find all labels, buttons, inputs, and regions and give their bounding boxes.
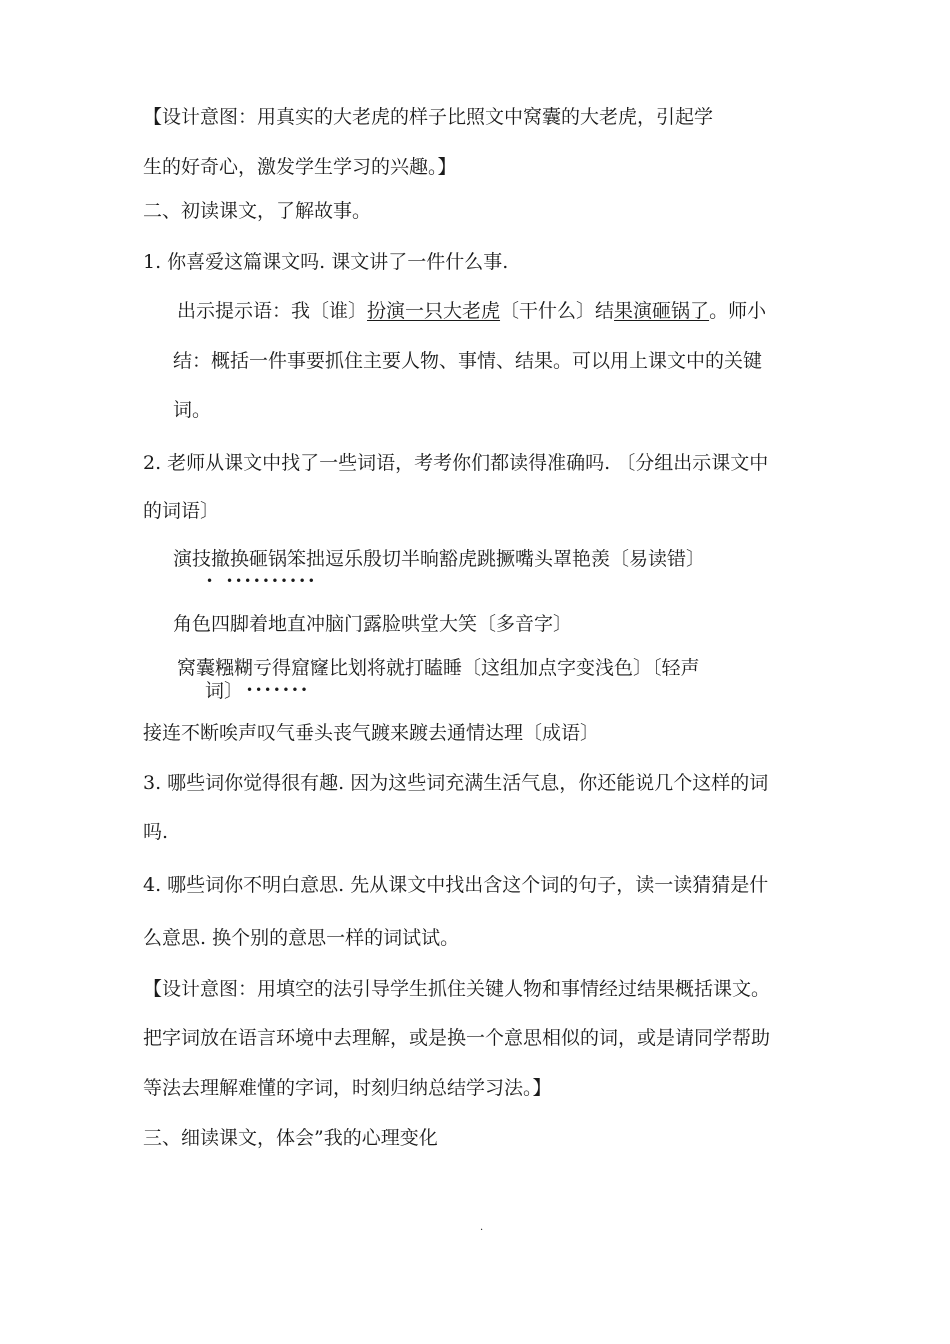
design-intent-2-line-1: 【设计意图：用填空的法引导学生抓住关键人物和事情经过结果概括课文。 bbox=[143, 978, 771, 1000]
design-intent-line-2: 生的好奇心，激发学生学习的兴趣。】 bbox=[143, 156, 457, 178]
summary-line-1: 结：概括一件事要抓住主要人物、事情、结果。可以用上课文中的关键 bbox=[173, 350, 763, 372]
prompt-text-2: 〔干什么〕结 bbox=[500, 300, 615, 322]
question-2-line-1: 2. 老师从课文中找了一些词语，考考你们都读得准确吗. 〔分组出示课文中 bbox=[143, 452, 769, 474]
word-group-idioms: 接连不断唉声叹气垂头丧气踱来踱去通情达理〔成语〕 bbox=[143, 722, 600, 744]
prompt-text-1: 出示提示语：我〔谁〕 bbox=[177, 300, 368, 322]
question-4-line-1: 4. 哪些词你不明白意思. 先从课文中找出含这个词的句子，读一读猜猜是什 bbox=[143, 874, 769, 896]
design-intent-2-line-2: 把字词放在语言环境中去理解，或是换一个意思相似的词，或是请同学帮助 bbox=[143, 1027, 771, 1049]
question-3-line-1: 3. 哪些词你觉得很有趣. 因为这些词充满生活气息，你还能说几个这样的词 bbox=[143, 772, 769, 794]
page-footer-mark: . bbox=[480, 1222, 484, 1233]
emphasis-dots-b: •••••••••• bbox=[226, 574, 317, 588]
section-heading-2: 二、初读课文，了解故事。 bbox=[143, 200, 372, 222]
design-intent-line-1: 【设计意图：用真实的大老虎的样子比照文中窝囊的大老虎，引起学 bbox=[143, 106, 714, 128]
prompt-text-3: 。师小 bbox=[709, 300, 767, 322]
word-group-neutral-tone-1: 窝囊糨糊亏得窟窿比划将就打瞌睡〔这组加点字变浅色〕〔轻声 bbox=[177, 657, 700, 679]
summary-line-2: 词。 bbox=[173, 399, 212, 421]
emphasis-dots-c: ••••••• bbox=[246, 683, 310, 697]
emphasis-dot-a: • bbox=[206, 574, 216, 588]
question-3-line-2: 吗. bbox=[143, 821, 169, 843]
question-2-line-2: 的词语〕 bbox=[143, 500, 220, 522]
question-4-line-2: 么意思. 换个别的意思一样的词试试。 bbox=[143, 927, 460, 949]
prompt-underline-2: 果演砸锅了 bbox=[614, 300, 710, 322]
word-group-neutral-tone-2: 词〕 bbox=[205, 680, 244, 702]
section-heading-3: 三、细读课文，体会”我的心理变化 bbox=[143, 1127, 438, 1149]
design-intent-2-line-3: 等法去理解难懂的字词，时刻归纳总结学习法。】 bbox=[143, 1077, 552, 1099]
prompt-underline-1: 扮演一只大老虎 bbox=[367, 300, 501, 322]
prompt-line bbox=[177, 299, 766, 323]
question-1: 1. 你喜爱这篇课文吗. 课文讲了一件什么事. bbox=[143, 251, 509, 273]
word-group-easy-misread: 演技撤换砸锅笨拙逗乐殷切半晌豁虎跳撅嘴头罩艳羡〔易读错〕 bbox=[173, 548, 706, 570]
word-group-polyphonic: 角色四脚着地直冲脑门露脸哄堂大笑〔多音字〕 bbox=[173, 613, 573, 635]
